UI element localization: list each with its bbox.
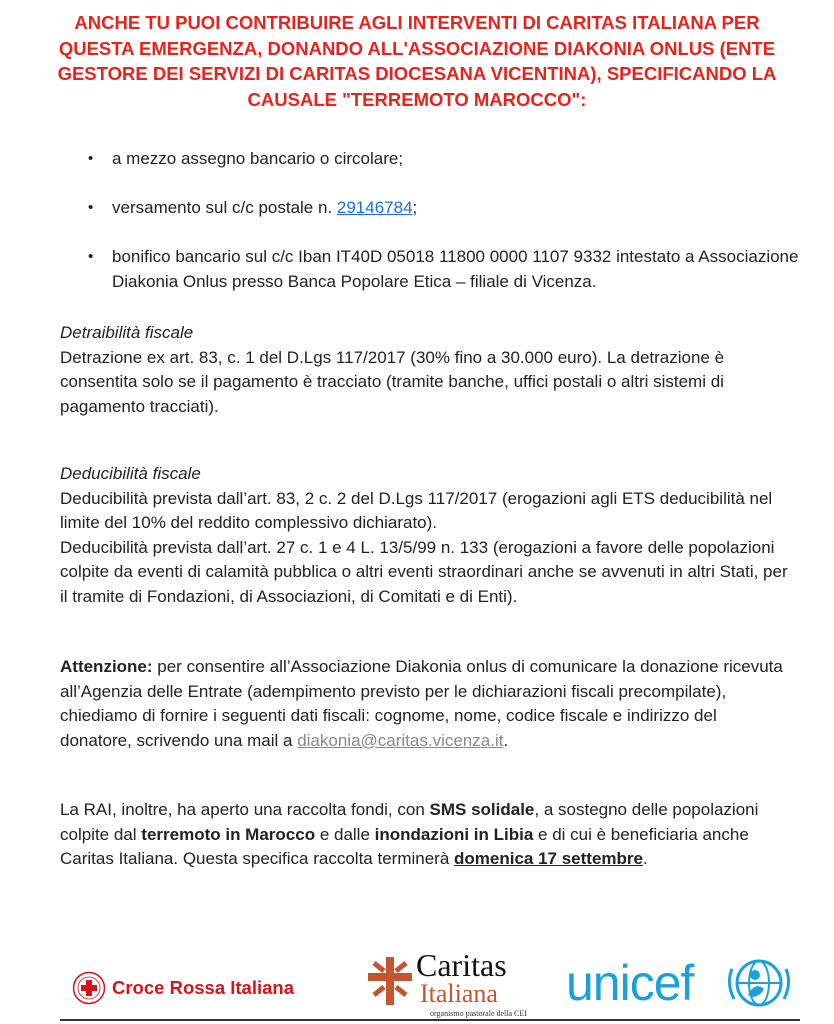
detraibilita-section — [60, 321, 790, 419]
method-check: a mezzo assegno bancario o circolare; — [112, 149, 404, 168]
unicef-globe-icon — [722, 949, 796, 1017]
detraibilita-text: Detrazione ex art. 83, c. 1 del D.Lgs 117/2017 (30% fino a 30.000 euro). La detrazione è consentita solo se il pagamento è tracciato (tramite banche, uffici postali o altri sistemi di pagamento tracciati). — [60, 347, 725, 416]
caritas-logo-name: Caritas — [416, 947, 507, 983]
postal-account-link[interactable]: 29146784 — [336, 198, 413, 217]
list-item — [88, 244, 802, 294]
method-postal-prefix: versamento sul c/c postale n. — [112, 198, 337, 217]
rai-text-1: La RAI, inoltre, ha aperto una raccolta fondi, con — [60, 800, 430, 819]
croce-rossa-logo-text: Croce Rossa Italiana — [112, 977, 294, 998]
rai-text-4: e di cui è beneficiaria anche Caritas Italiana. Questa specifica raccolta terminerà — [60, 824, 749, 868]
attenzione-text: per consentire all’Associazione Diakonia onlus di comunicare la donazione ricevuta all’Agenzia delle Entrate (adempimento previsto per le dichiarazioni fiscali precompilate), chiediamo di fornire i seguenti dati fiscali: cognome, nome, codice fiscale e indirizzo del donatore, scrivendo una mail a — [60, 657, 783, 750]
bullet-icon: • — [88, 248, 94, 265]
list-item — [88, 195, 802, 220]
method-postal-suffix: ; — [412, 198, 418, 217]
attenzione-section — [60, 655, 790, 753]
red-cross-icon — [72, 971, 106, 1005]
appeal-headline: ANCHE TU PUOI CONTRIBUIRE AGLI INTERVENTI DI CARITAS ITALIANA PER QUESTA EMERGENZA, DONANDO ALL'ASSOCIAZIONE DIAKONIA ONLUS (ENTE GESTORE DEI SERVIZI DI CARITAS DIOCESANA VICENTINA), SPECIFICANDO LA CAUSALE "TERREMOTO MAROCCO": — [57, 12, 777, 110]
caritas-logo-sub: Italiana — [420, 979, 498, 1008]
rai-bold-marocco: terremoto in Marocco — [141, 824, 316, 844]
rai-bold-date: domenica 17 settembre — [454, 849, 643, 868]
deducibilita-title: Deducibilità fiscale — [60, 464, 201, 483]
rai-text-3: e dalle — [315, 824, 375, 844]
deducibilita-text-2: Deducibilità prevista dall’art. 27 c. 1 e 4 L. 13/5/99 n. 133 (erogazioni a favore delle popolazioni colpite da eventi di calamità pubblica o altri eventi straordinari anche se avvenuti in altri Stati, per il tramite di Fondazioni, di Associazioni, di Comitati e di Enti). — [60, 537, 788, 606]
deducibilita-text-1: Deducibilità prevista dall’art. 83, 2 c. 2 del D.Lgs 117/2017 (erogazioni agli ETS deducibilità nel limite del 10% del reddito complessivo dichiarato). — [60, 488, 773, 532]
rai-bold-sms: SMS solidale — [429, 800, 535, 819]
attenzione-label: Attenzione: — [60, 657, 153, 676]
deducibilita-section — [60, 462, 790, 609]
partner-logos — [0, 935, 834, 1024]
method-bank-transfer: bonifico bancario sul c/c Iban IT40D 05018 11800 0000 1107 9332 intestato a Associazione Diakonia Onlus presso Banca Popolare Etica – filiale di Vicenza. — [112, 247, 799, 291]
detraibilita-title: Detraibilità fiscale — [60, 323, 194, 342]
email-link[interactable]: diakonia@caritas.vicenza.it — [297, 730, 504, 750]
unicef-logo-text: unicef — [566, 955, 694, 1011]
bullet-icon: • — [88, 199, 94, 216]
caritas-cross-icon — [366, 955, 414, 1007]
list-item — [88, 146, 802, 171]
rai-text-2: , a sostegno delle popolazioni colpite dal — [60, 800, 759, 844]
rai-text-5: . — [642, 849, 648, 868]
rai-bold-libia: inondazioni in Libia — [374, 824, 534, 844]
caritas-logo-tagline: organismo pastorale della CEI — [430, 1009, 527, 1018]
attenzione-end: . — [503, 730, 509, 750]
bullet-icon: • — [88, 150, 94, 167]
bottom-divider — [60, 1019, 800, 1021]
rai-section — [60, 798, 790, 872]
